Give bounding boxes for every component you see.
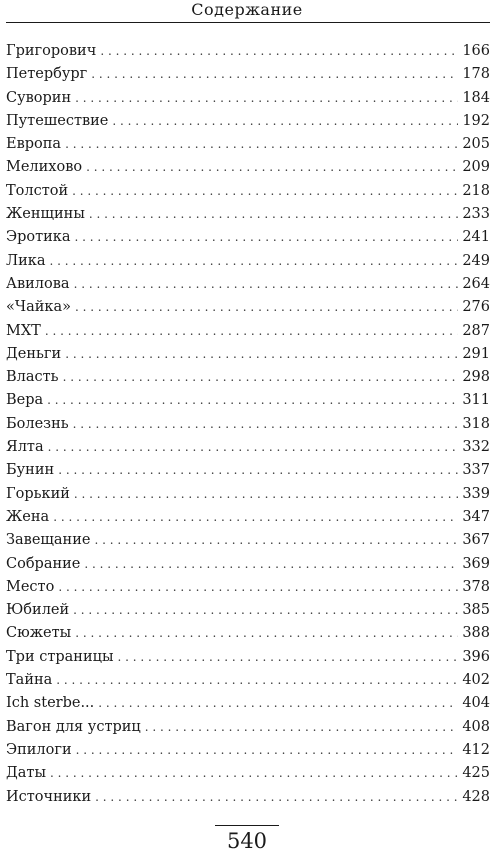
toc-entry xyxy=(6,133,490,156)
toc-entry-page: 385 xyxy=(462,602,490,619)
toc-entry-page: 205 xyxy=(462,136,490,153)
dot-leader xyxy=(48,436,459,459)
toc-entry xyxy=(6,553,490,576)
toc-entry-title: Вера xyxy=(6,392,44,409)
dot-leader xyxy=(118,646,459,669)
toc-entry xyxy=(6,692,490,715)
toc-entry-page: 287 xyxy=(462,322,490,339)
dot-leader xyxy=(73,599,458,622)
toc-entry-title: Жена xyxy=(6,508,50,525)
toc-entry-page: 388 xyxy=(462,625,490,642)
toc-entry xyxy=(6,87,490,110)
dot-leader xyxy=(76,739,459,762)
toc-entry-title: Григорович xyxy=(6,43,97,59)
dot-leader xyxy=(145,716,459,739)
dot-leader xyxy=(74,273,459,296)
toc-entry-page: 318 xyxy=(462,415,490,432)
toc-entry-page: 339 xyxy=(462,485,490,502)
toc-entry xyxy=(6,483,490,506)
dot-leader xyxy=(86,156,458,179)
toc-entry-title: Власть xyxy=(6,369,59,386)
toc-entry-page: 249 xyxy=(462,252,490,269)
toc-entry-page: 184 xyxy=(462,89,490,106)
toc-entry-title: Женщины xyxy=(6,206,85,223)
toc-entry xyxy=(6,366,490,389)
toc-entry xyxy=(6,40,490,63)
toc-entry xyxy=(6,156,490,179)
toc-entry-title: Тайна xyxy=(6,672,53,689)
toc-entry-title: Суворин xyxy=(6,89,72,106)
toc-entry xyxy=(6,529,490,552)
dot-leader xyxy=(65,343,458,366)
toc-entry-title: Ялта xyxy=(6,439,44,456)
dot-leader xyxy=(89,203,458,226)
running-head: Содержание xyxy=(191,0,303,19)
toc-entry xyxy=(6,739,490,762)
toc-entry-title: Бунин xyxy=(6,462,55,479)
toc-entry-title: Эротика xyxy=(6,229,71,246)
footer-rule xyxy=(215,825,279,826)
toc-entry-title: Источники xyxy=(6,788,92,805)
dot-leader xyxy=(56,669,458,692)
toc-entry xyxy=(6,110,490,133)
dot-leader xyxy=(75,296,458,319)
toc-entry-title: Путешествие xyxy=(6,112,109,129)
toc-entry-page: 241 xyxy=(462,229,490,246)
toc-entry xyxy=(6,273,490,296)
toc-entry-page: 264 xyxy=(462,275,490,292)
dot-leader xyxy=(58,459,458,482)
dot-leader xyxy=(112,110,458,133)
toc-entry-title: Мелихово xyxy=(6,159,83,176)
toc-entry-page: 166 xyxy=(462,43,490,59)
toc-entry-page: 425 xyxy=(462,765,490,782)
toc-entry-page: 218 xyxy=(462,182,490,199)
toc-entry-title: Ich sterbe... xyxy=(6,695,95,712)
toc-entry xyxy=(6,250,490,273)
toc-entry-page: 298 xyxy=(462,369,490,386)
table-of-contents xyxy=(6,40,490,809)
dot-leader xyxy=(75,226,459,249)
toc-entry-page: 233 xyxy=(462,206,490,223)
toc-entry xyxy=(6,320,490,343)
dot-leader xyxy=(75,622,458,645)
toc-entry-page: 428 xyxy=(462,788,490,805)
toc-entry xyxy=(6,389,490,412)
toc-entry-title: Деньги xyxy=(6,345,62,362)
dot-leader xyxy=(100,40,458,63)
toc-entry-page: 209 xyxy=(462,159,490,176)
page-number: 540 xyxy=(226,829,268,853)
dot-leader xyxy=(73,413,459,436)
toc-entry-page: 276 xyxy=(462,299,490,316)
header-rule xyxy=(6,22,490,23)
toc-entry-page: 396 xyxy=(462,648,490,665)
toc-entry xyxy=(6,436,490,459)
toc-entry-title: МХТ xyxy=(6,322,41,339)
dot-leader xyxy=(49,250,458,273)
toc-entry-title: Болезнь xyxy=(6,415,69,432)
toc-entry-title: Толстой xyxy=(6,182,69,199)
toc-entry xyxy=(6,296,490,319)
toc-entry xyxy=(6,599,490,622)
toc-entry-title: Вагон для устриц xyxy=(6,718,141,735)
dot-leader xyxy=(94,529,458,552)
toc-entry-page: 337 xyxy=(462,462,490,479)
dot-leader xyxy=(45,320,458,343)
toc-entry xyxy=(6,646,490,669)
toc-entry xyxy=(6,413,490,436)
toc-entry-title: Сюжеты xyxy=(6,625,72,642)
toc-entry-title: «Чайка» xyxy=(6,299,71,316)
dot-leader xyxy=(75,87,458,110)
toc-entry-title: Даты xyxy=(6,765,46,782)
dot-leader xyxy=(95,786,458,809)
dot-leader xyxy=(91,63,458,86)
toc-entry xyxy=(6,203,490,226)
toc-entry-page: 369 xyxy=(462,555,490,572)
toc-entry-page: 378 xyxy=(462,578,490,595)
dot-leader xyxy=(84,553,458,576)
toc-entry-title: Завещание xyxy=(6,532,91,549)
dot-leader xyxy=(98,692,458,715)
dot-leader xyxy=(74,483,458,506)
toc-entry xyxy=(6,622,490,645)
toc-entry xyxy=(6,786,490,809)
toc-entry xyxy=(6,459,490,482)
toc-entry-title: Европа xyxy=(6,136,62,153)
toc-entry-page: 347 xyxy=(462,508,490,525)
toc-entry-title: Место xyxy=(6,578,55,595)
toc-entry xyxy=(6,226,490,249)
dot-leader xyxy=(50,762,458,785)
toc-entry-title: Лика xyxy=(6,252,46,269)
dot-leader xyxy=(65,133,458,156)
toc-entry-title: Три страницы xyxy=(6,648,114,665)
toc-entry-page: 178 xyxy=(462,66,490,83)
dot-leader xyxy=(58,576,458,599)
toc-entry-title: Собрание xyxy=(6,555,81,572)
toc-entry-page: 367 xyxy=(462,532,490,549)
toc-entry-title: Авилова xyxy=(6,275,70,292)
toc-entry xyxy=(6,762,490,785)
toc-entry xyxy=(6,343,490,366)
toc-entry-page: 291 xyxy=(462,345,490,362)
toc-entry-page: 408 xyxy=(462,718,490,735)
toc-entry xyxy=(6,716,490,739)
dot-leader xyxy=(72,180,458,203)
toc-entry xyxy=(6,180,490,203)
dot-leader xyxy=(47,389,458,412)
toc-entry-page: 412 xyxy=(462,741,490,758)
dot-leader xyxy=(63,366,459,389)
toc-entry-page: 404 xyxy=(462,695,490,712)
toc-entry-title: Юбилей xyxy=(6,602,70,619)
toc-entry xyxy=(6,576,490,599)
toc-entry xyxy=(6,669,490,692)
toc-entry-page: 192 xyxy=(462,112,490,129)
toc-entry-page: 311 xyxy=(462,392,490,409)
toc-entry xyxy=(6,63,490,86)
toc-entry xyxy=(6,506,490,529)
toc-entry-title: Эпилоги xyxy=(6,741,72,758)
toc-entry-title: Горький xyxy=(6,485,70,502)
toc-entry-title: Петербург xyxy=(6,66,88,83)
toc-entry-page: 402 xyxy=(462,672,490,689)
dot-leader xyxy=(53,506,458,529)
toc-entry-page: 332 xyxy=(462,439,490,456)
